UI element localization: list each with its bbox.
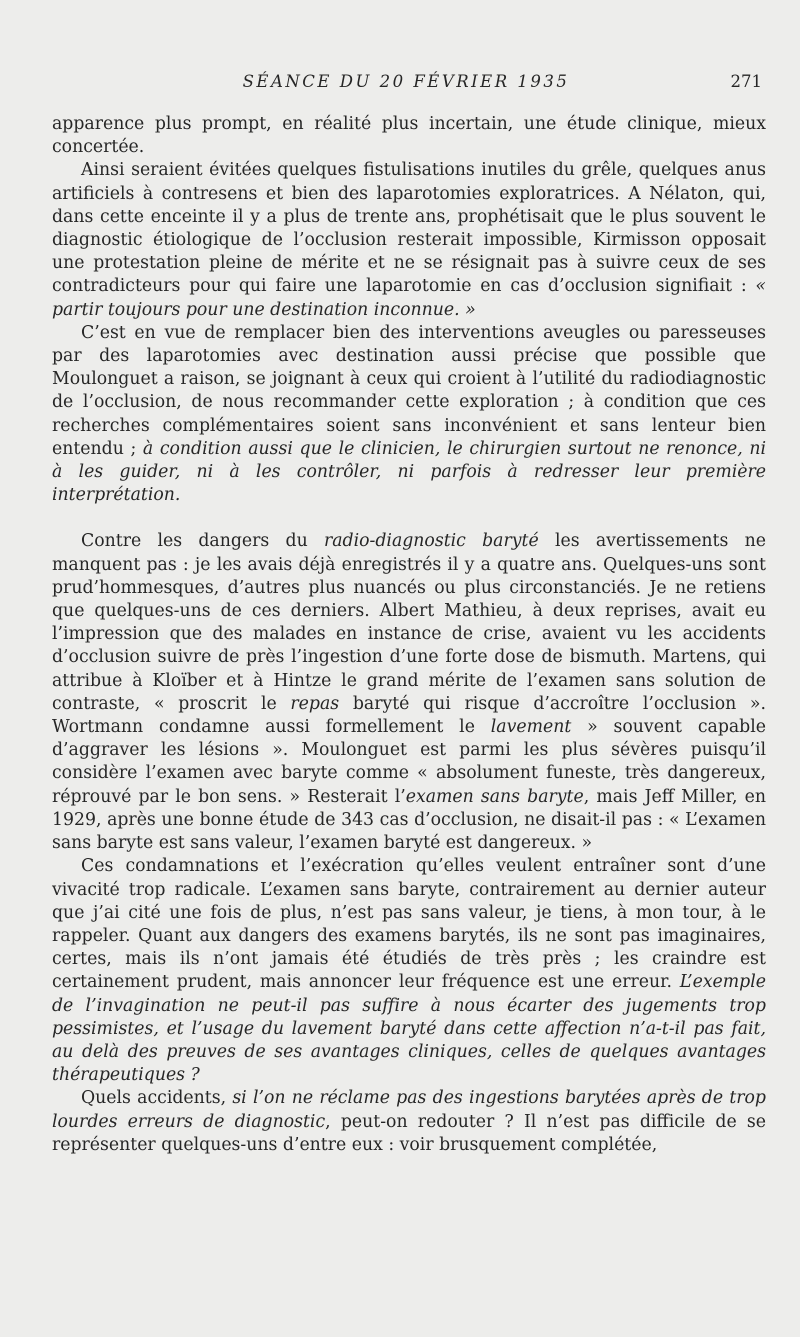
text-run: apparence plus prompt, en réalité plus incertain, une étude clinique, mieux concertée.	[52, 114, 766, 158]
header-title: SÉANCE DU 20 FÉVRIER 1935	[242, 72, 570, 91]
text-run: Ces condamnations et l’exécration qu’elles veulent entraîner sont d’une vivacité trop radicale. L’examen sans baryte, contrairement au dernier auteur que j’ai cité une fois de plus, n’est pas sans valeur, je tiens, à mon tour, à le rappeler. Quant aux dangers des examens barytés, ils ne sont pas imaginaires, certes, mais ils n’ont jamais été étudiés de très près ; les craindre est certainement prudent, mais annoncer leur fréquence est une erreur.	[52, 856, 766, 993]
page-number: 271	[730, 72, 762, 91]
paragraph-3	[52, 322, 766, 508]
italic-text: examen sans baryte	[405, 786, 584, 807]
italic-text: « partir toujours pour une destination inconnue. »	[52, 276, 766, 320]
paragraph-4	[52, 530, 766, 855]
text-run: , peut-on redouter ? Il n’est pas difficile de se représenter quelques-uns d’entre eux : voir brusquement complétée,	[52, 1111, 766, 1155]
text-run: , mais Jeff Miller, en 1929, après une bonne étude de 343 cas d’occlusion, ne disait-il pas : « L’examen sans baryte est sans valeur, l’examen baryté est dangereux. »	[52, 786, 766, 854]
text-run: les avertissements ne manquent pas : je les avais déjà enregistrés il y a quatre ans. Quelques-uns sont prud’hommesques, d’autres plus nuancés ou plus circonstanciés. Je ne retiens que quelques-uns de ces derniers. Albert Mathieu, à deux reprises, avait eu l’impression que des malades en instance de crise, avaient vu les accidents d’occlusion suivre de près l’ingestion d’une forte dose de bismuth. Martens, qui attribue à Kloïber et à Hintze le grand mérite de l’examen sans solution de contraste, « proscrit le	[52, 531, 766, 714]
italic-text: repas	[290, 693, 340, 714]
text-run: C’est en vue de remplacer bien des interventions aveugles ou paresseuses par des laparotomies avec destination aussi précise que possible que Moulonguet a raison, se joignant à ceux qui croient à l’utilité du radiodiagnostic de l’occlusion, de nous recommander cette exploration ; à condition que ces recherches complémentaires soient sans inconvénient et sans lenteur bien entendu ;	[52, 322, 766, 459]
paragraph-6	[52, 1087, 766, 1157]
italic-text: L’exemple de l’invagination ne peut-il pas suffire à nous écarter des jugements trop pessimistes, et l’usage du lavement baryté dans cette affection n’a-t-il pas fait, au delà des preuves de ses avantages cliniques, celles de quelques avantages thérapeutiques ?	[52, 972, 766, 1086]
paragraph-1	[52, 113, 766, 159]
text-run: Ainsi seraient évitées quelques fistulisations inutiles du grêle, quelques anus artificiels à contresens et bien des laparotomies exploratrices. A Nélaton, qui, dans cette enceinte il y a plus de trente ans, prophétisait que le plus souvent le diagnostic étiologique de l’occlusion resterait impossible, Kirmisson opposait une protestation pleine de mérite et ne se résignait pas à suivre ceux de ses contradicteurs pour qui faire une laparotomie en cas d’occlusion signifiait :	[52, 160, 766, 297]
italic-text: si l’on ne réclame pas des ingestions barytées après de trop lourdes erreurs de diagnostic	[52, 1088, 766, 1132]
text-run: Quels accidents,	[81, 1088, 233, 1109]
paragraph-2	[52, 159, 766, 321]
text-run: baryté qui risque d’accroître l’occlusion ». Wortmann condamne aussi formellement le	[52, 693, 766, 738]
paragraph-5	[52, 855, 766, 1087]
text-run: Contre les dangers du	[81, 531, 324, 552]
body-text	[52, 113, 766, 1157]
italic-text: lavement	[490, 717, 572, 738]
italic-text: radio-diagnostic baryté	[323, 531, 539, 552]
running-header	[50, 72, 762, 100]
text-run: » souvent capable d’aggraver les lésions ». Moulonguet est parmi les plus sévères puisqu’il considère l’examen avec baryte comme « absolument funeste, très dangereux, réprouvé par le bon sens. » Resterait l’	[52, 717, 767, 807]
italic-text: à condition aussi que le clinicien, le chirurgien surtout ne renonce, ni à les guider, ni à les contrôler, ni parfois à redresser leur première interprétation.	[52, 438, 766, 506]
